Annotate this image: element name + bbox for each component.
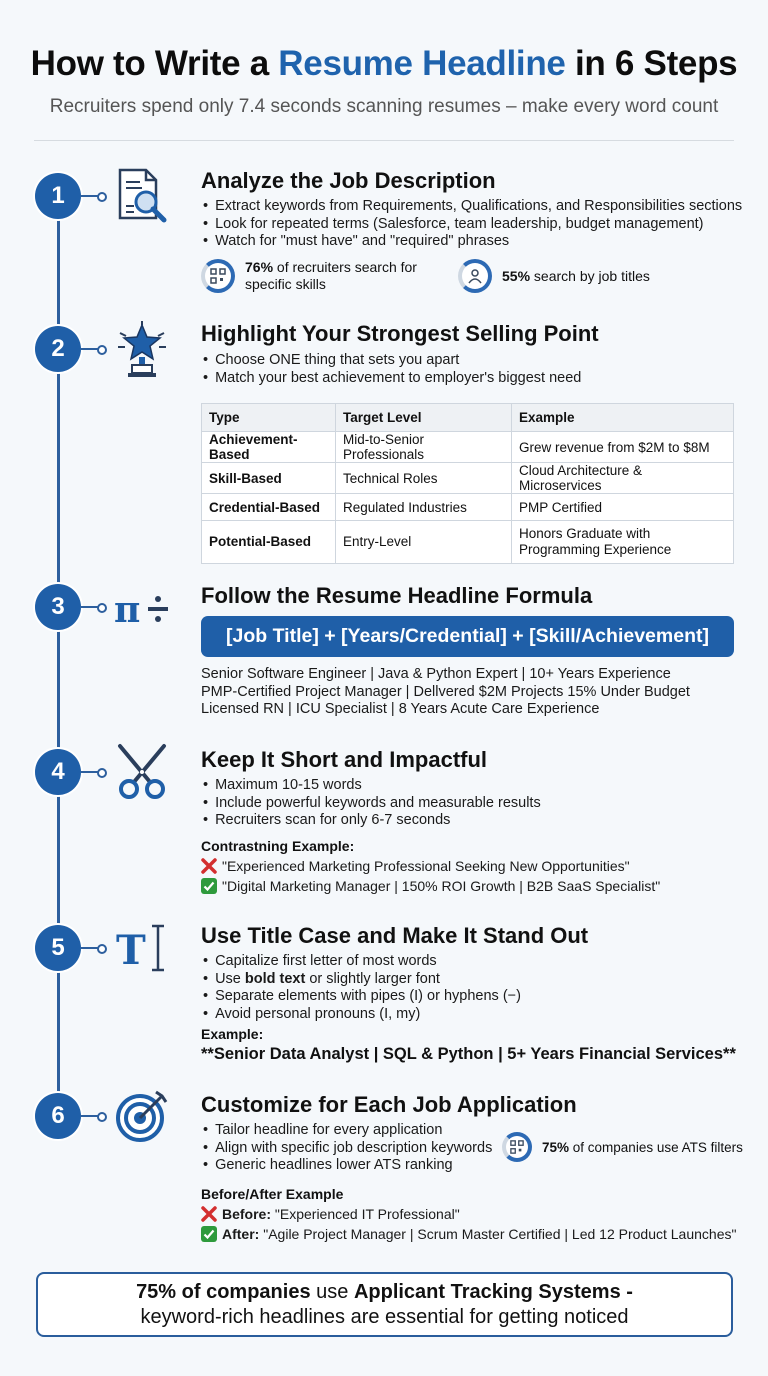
footer-bold-1: 75% of companies <box>136 1281 311 1303</box>
stat-value: 76% <box>245 259 274 275</box>
step-number-6: 6 <box>35 1093 81 1139</box>
svg-text:T: T <box>116 927 146 974</box>
after-label: After: <box>222 1226 260 1242</box>
table-cell: Credential-Based <box>202 494 336 521</box>
table-cell: Grew revenue from $2M to $8M <box>512 432 734 463</box>
scissors-icon <box>112 742 172 802</box>
good-example <box>201 878 660 894</box>
headline-types-table <box>201 403 734 564</box>
stat-value: 75% <box>542 1139 570 1155</box>
list-item: • Maximum 10-15 words <box>203 777 541 795</box>
table-row <box>202 521 734 564</box>
table-cell: Honors Graduate with Programming Experience <box>512 521 734 564</box>
step-number-2: 2 <box>35 326 81 372</box>
table-cell: Cloud Architecture & Microservices <box>512 463 734 494</box>
list-item: • Tailor headline for every application <box>203 1122 492 1140</box>
list-item: • Watch for "must have" and "required" phrases <box>203 233 742 251</box>
step-title-2: Highlight Your Strongest Selling Point <box>201 321 599 346</box>
list-item: • Extract keywords from Requirements, Qualifications, and Responsibilities sections <box>203 198 742 216</box>
person-icon <box>458 259 492 293</box>
cross-icon <box>201 1206 217 1222</box>
table-row <box>202 432 734 463</box>
title-case-icon <box>112 918 172 978</box>
step-title-4: Keep It Short and Impactful <box>201 747 488 772</box>
header-divider <box>34 140 734 141</box>
step-title-6: Customize for Each Job Application <box>201 1092 577 1117</box>
table-header: Example <box>512 404 734 432</box>
step-5-bullets <box>203 953 521 1023</box>
list-item: • Generic headlines lower ATS ranking <box>203 1157 492 1175</box>
step-connector <box>81 606 103 608</box>
target-icon <box>112 1086 172 1146</box>
stat-ats-filters <box>502 1132 743 1162</box>
step-connector <box>81 1115 103 1117</box>
table-cell: Regulated Industries <box>336 494 512 521</box>
step-connector <box>81 348 103 350</box>
list-item <box>203 971 521 989</box>
title-post: in 6 Steps <box>565 44 738 83</box>
footer-text-1: use <box>310 1281 354 1303</box>
list-item: • Capitalize first letter of most words <box>203 953 521 971</box>
step-title-3: Follow the Resume Headline Formula <box>201 583 593 608</box>
qr-icon <box>502 1132 532 1162</box>
qr-icon <box>201 259 235 293</box>
stat-text: of recruiters search for specific skills <box>245 259 417 292</box>
list-item: • Choose ONE thing that sets you apart <box>203 352 581 370</box>
table-header-row <box>202 404 734 432</box>
list-item: • Align with specific job description keywords <box>203 1140 492 1158</box>
title-pre: How to Write a <box>30 44 279 83</box>
table-cell: Mid-to-Senior Professionals <box>336 432 512 463</box>
stat-text: search by job titles <box>530 267 650 284</box>
table-header: Type <box>202 404 336 432</box>
page-title <box>0 44 768 84</box>
after-text: "Agile Project Manager | Scrum Master Certified | Led 12 Product Launches" <box>259 1226 737 1242</box>
step-connector <box>81 195 103 197</box>
table-cell: PMP Certified <box>512 494 734 521</box>
step-number-3: 3 <box>35 584 81 630</box>
title-case-example: **Senior Data Analyst | SQL & Python | 5+ Years Financial Services** <box>201 1045 736 1063</box>
bad-example-text: "Experienced Marketing Professional Seeking New Opportunities" <box>222 858 630 874</box>
table-header: Target Level <box>336 404 512 432</box>
before-example <box>201 1206 460 1222</box>
formula-example: Licensed RN | ICU Specialist | 8 Years Acute Care Experience <box>201 701 600 717</box>
table-cell: Skill-Based <box>202 463 336 494</box>
footer-callout <box>36 1272 733 1337</box>
list-item: • Include powerful keywords and measurable results <box>203 795 541 813</box>
table-row <box>202 463 734 494</box>
after-example <box>201 1226 736 1242</box>
step-2-bullets <box>203 352 581 387</box>
table-cell: Entry-Level <box>336 521 512 564</box>
step-number-4: 4 <box>35 749 81 795</box>
list-item: • Recruiters scan for only 6-7 seconds <box>203 812 541 830</box>
title-accent: Resume Headline <box>278 44 566 83</box>
formula-example: PMP-Certified Project Manager | Dellvered $2M Projects 15% Under Budget <box>201 683 690 700</box>
document-search-icon <box>112 166 172 226</box>
stat-job-titles <box>458 259 650 293</box>
check-icon <box>201 1226 217 1242</box>
example-label: Example: <box>201 1026 264 1042</box>
formula-examples <box>201 666 690 719</box>
table-row <box>202 494 734 521</box>
step-6-bullets <box>203 1122 492 1175</box>
bold-bullet-bold: bold text <box>244 970 306 987</box>
step-title-5: Use Title Case and Make It Stand Out <box>201 923 589 948</box>
bold-bullet-post: or slightly larger font <box>305 970 440 987</box>
stat-value: 55% <box>502 267 531 284</box>
table-cell: Technical Roles <box>336 463 512 494</box>
list-item: • Separate elements with pipes (I) or hyphens (−) <box>203 988 521 1006</box>
footer-bold-2: Applicant Tracking Systems - <box>353 1281 633 1303</box>
step-connector <box>81 771 103 773</box>
step-number-5: 5 <box>35 925 81 971</box>
before-label: Before: <box>222 1206 272 1222</box>
bold-bullet-pre: Use <box>215 970 245 987</box>
trophy-star-icon <box>112 319 172 379</box>
stat-text: of companies use ATS filters <box>569 1139 743 1155</box>
step-number-1: 1 <box>35 173 81 219</box>
step-title-1: Analyze the Job Description <box>201 168 496 193</box>
step-connector <box>81 947 103 949</box>
table-cell: Achievement-Based <box>202 432 336 463</box>
svg-text:π: π <box>114 589 141 631</box>
check-icon <box>201 878 217 894</box>
table-cell: Potential-Based <box>202 521 336 564</box>
footer-line-2: keyword-rich headlines are essential for getting noticed <box>140 1306 629 1328</box>
page-subtitle: Recruiters spend only 7.4 seconds scanning resumes – make every word count <box>49 96 719 117</box>
example-label: Contrastning Example: <box>201 838 355 854</box>
formula-example: Senior Software Engineer | Java & Python Expert | 10+ Years Experience <box>201 666 671 682</box>
cross-icon <box>201 858 217 874</box>
step-1-bullets <box>203 198 742 251</box>
math-formula-icon <box>112 580 172 640</box>
footer-line-1 <box>38 1280 731 1305</box>
headline-formula: [Job Title] + [Years/Credential] + [Skill/Achievement] <box>201 616 734 657</box>
before-text: "Experienced IT Professional" <box>271 1206 460 1222</box>
list-item: • Avoid personal pronouns (I, my) <box>203 1006 521 1024</box>
list-item: • Look for repeated terms (Salesforce, team leadership, budget management) <box>203 216 742 234</box>
example-label: Before/After Example <box>201 1186 344 1202</box>
stat-recruiters-skills <box>201 259 431 293</box>
bad-example <box>201 858 630 874</box>
good-example-text: "Digital Marketing Manager | 150% ROI Growth | B2B SaaS Specialist" <box>222 878 661 894</box>
step-4-bullets <box>203 777 541 830</box>
list-item: • Match your best achievement to employer's biggest need <box>203 370 581 388</box>
